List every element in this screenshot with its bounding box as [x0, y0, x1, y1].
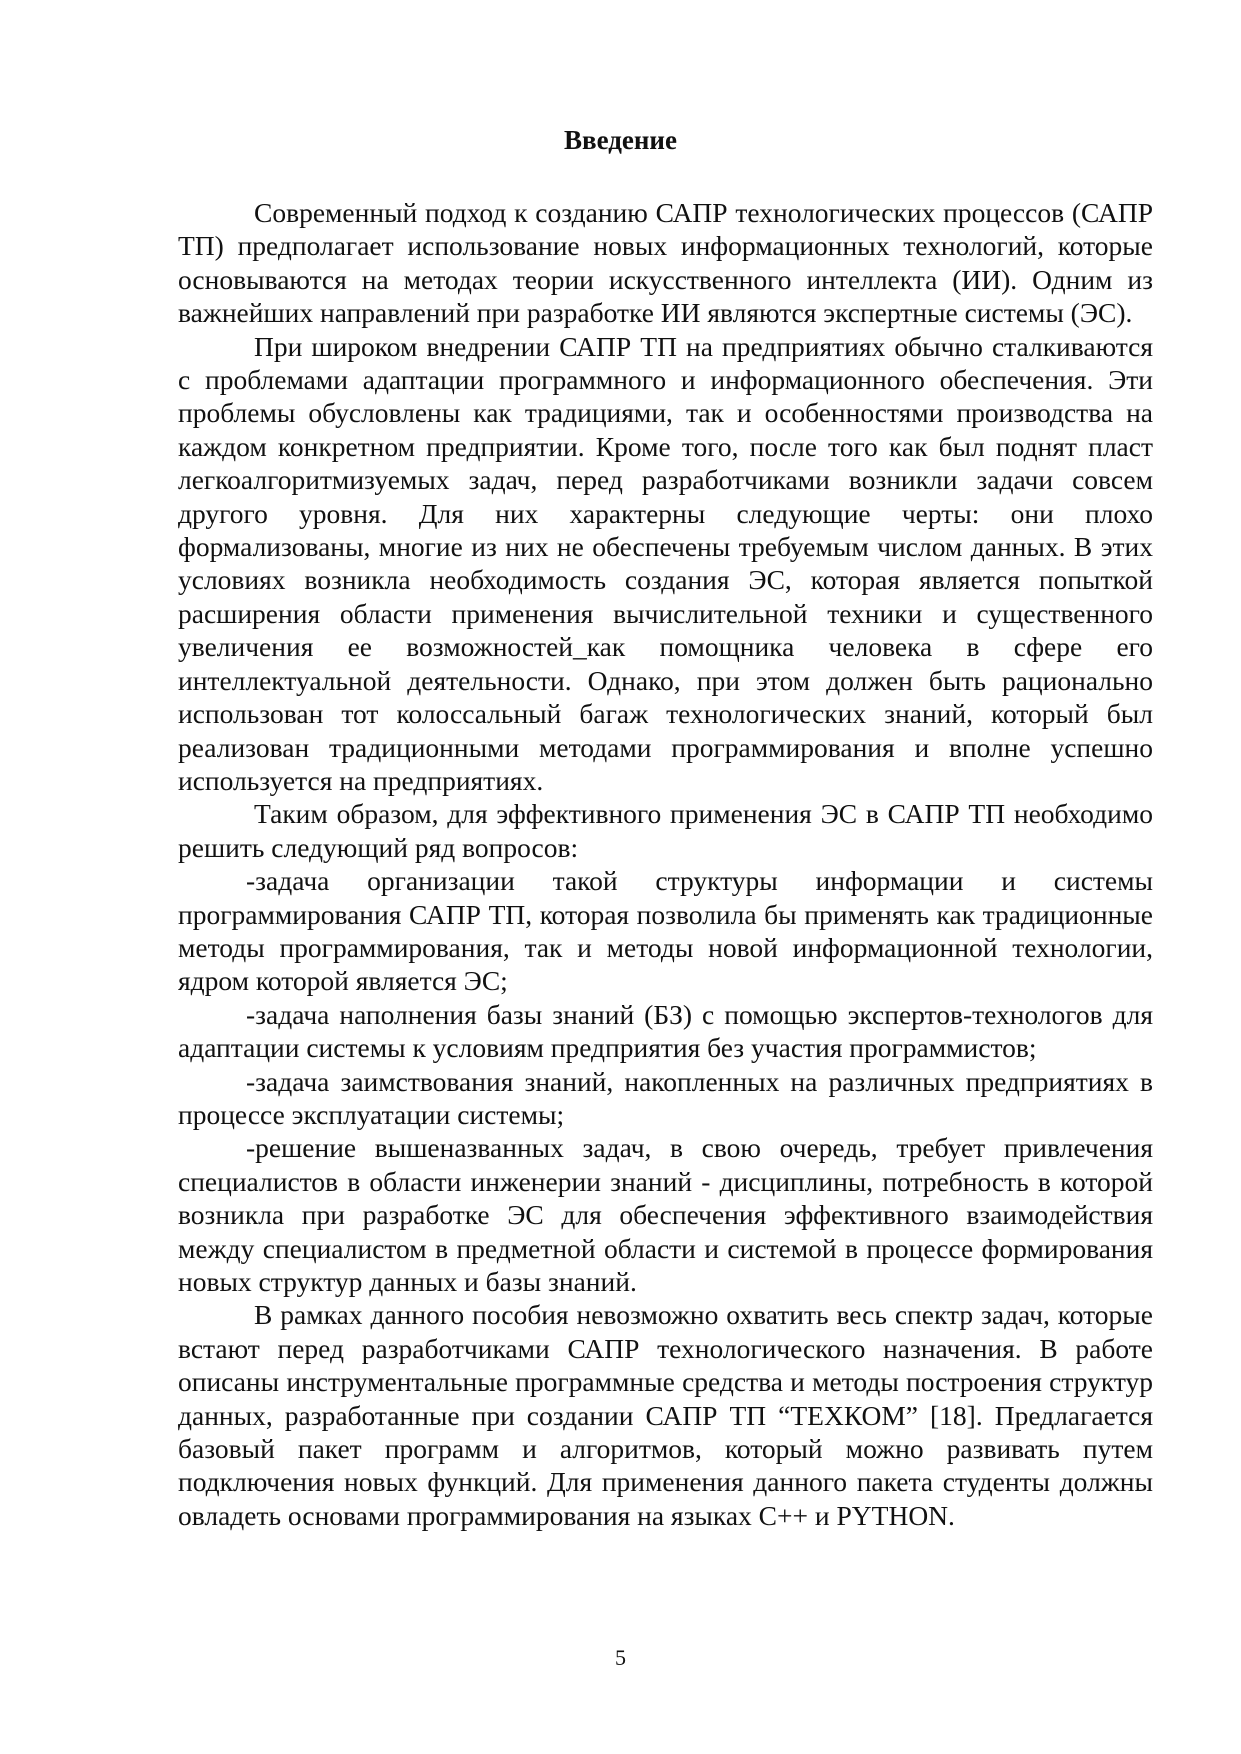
paragraph-questions: Таким образом, для эффективного применения ЭС в САПР ТП необходимо решить следующий ряд вопросов: — [178, 798, 1153, 863]
paragraph-scope: В рамках данного пособия невозможно охватить весь спектр задач, которые встают перед разработчиками САПР технологического назначения. В работе описаны инструментальные программные средства и методы построения структур данных, разработанные при создании САПР ТП “ТЕХКОМ” [18]. Предлагается базовый пакет программ и алгоритмов, который можно развивать путем подключения новых функций. Для применения данного пакета студенты должны овладеть основами программирования на языках С++ и PYTHON. — [178, 1299, 1153, 1531]
list-item-specialists: -решение вышеназванных задач, в свою очередь, требует привлечения специалистов в области инженерии знаний - дисциплины, потребность в которой возникла при разработке ЭС для обеспечения эффективного взаимодействия между специалистом в предметной области и системой в процессе формирования новых структур данных и базы знаний. — [178, 1132, 1153, 1297]
body-text — [178, 196, 1153, 1532]
paragraph-intro: Современный подход к созданию САПР технологических процессов (САПР ТП) предполагает использование новых информационных технологий, которые основываются на методах теории искусственного интеллекта (ИИ). Одним из важнейших направлений при разработке ИИ являются экспертные системы (ЭС). — [178, 197, 1153, 329]
list-item-borrowing-task: -задача заимствования знаний, накопленных на различных предприятиях в процессе эксплуатации системы; — [178, 1065, 1153, 1130]
list-item-knowledge-base-task: -задача наполнения базы знаний (БЗ) с помощью экспертов-технологов для адаптации системы к условиям предприятия без участия программистов; — [178, 998, 1153, 1064]
page-number: 5 — [615, 1645, 626, 1670]
paragraph-adaptation: При широком внедрении САПР ТП на предприятиях обычно сталкиваются с проблемами адаптации программного и информационного обеспечения. Эти проблемы обусловлены как традициями, так и особенностями производства на каждом конкретном предприятии. Кроме того, после того как был поднят пласт легкоалгоритмизуемых задач, перед разработчиками возникли задачи совсем другого уровня. Для них характерны следующие черты: они плохо формализованы, многие из них не обеспечены требуемым числом данных. В этих условиях возникла необходимость создания ЭС, которая является попыткой расширения области применения вычислительной техники и существенного увеличения ее возможностей_как помощника человека в сфере его интеллектуальной деятельности. Однако, при этом должен быть рационально использован тот колоссальный багаж технологических знаний, который был реализован традиционными методами программирования и вполне успешно используется на предприятиях. — [178, 330, 1153, 796]
page-title: Введение — [564, 125, 677, 155]
list-item-structure-task: -задача организации такой структуры информации и системы программирования САПР ТП, которая позволила бы применять как традиционные методы программирования, так и методы новой информационной технологии, ядром которой является ЭС; — [178, 865, 1153, 997]
